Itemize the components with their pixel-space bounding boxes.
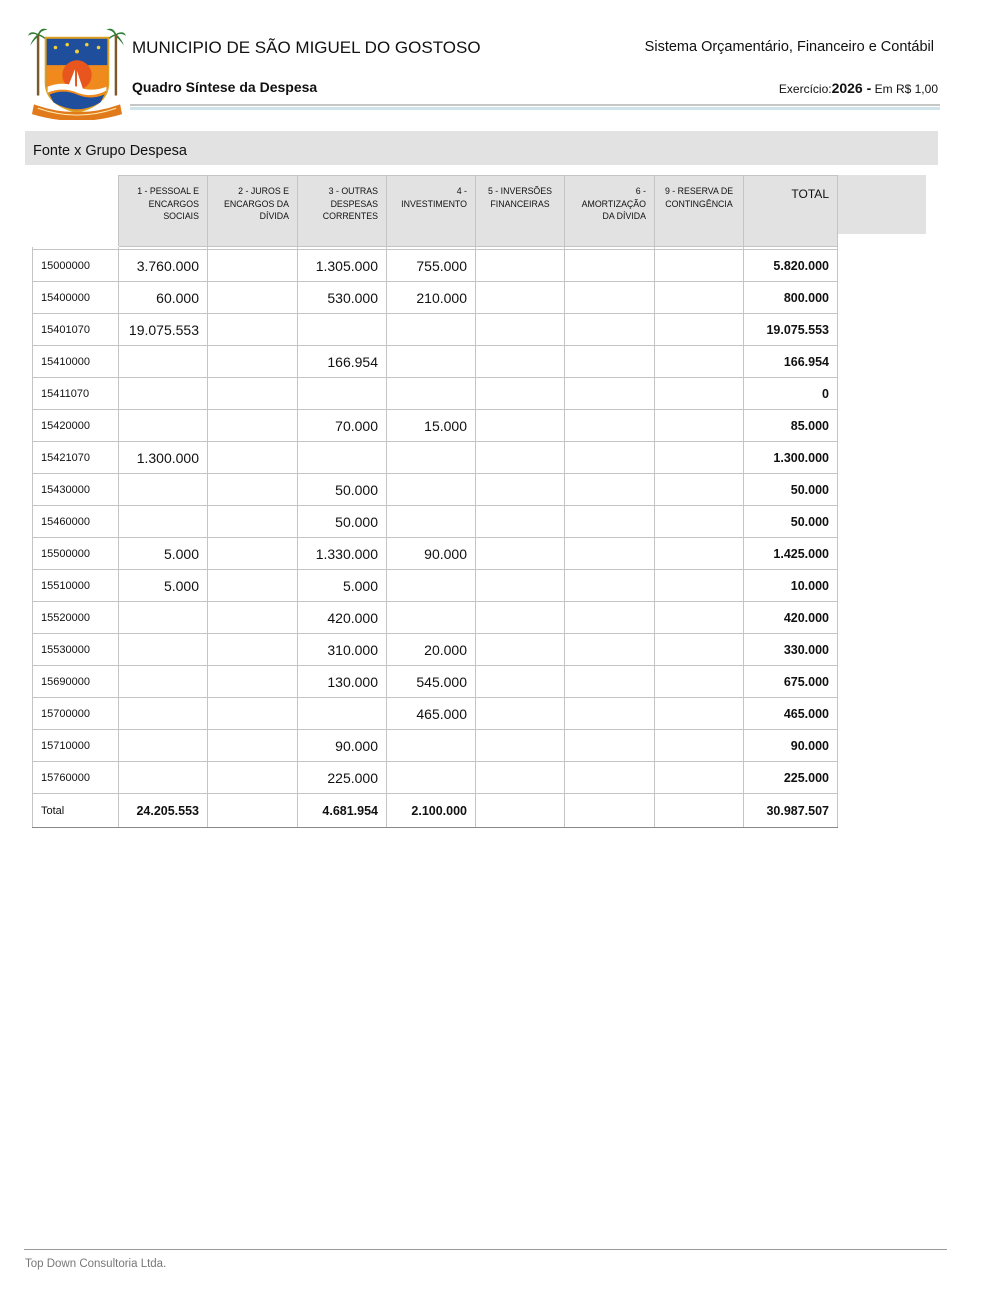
source-code: 15411070 xyxy=(33,378,119,410)
table-row xyxy=(33,570,838,602)
header-col-6: 6 - AMORTIZAÇÃO DA DÍVIDA xyxy=(565,176,655,247)
source-code: 15420000 xyxy=(33,410,119,442)
cell-value xyxy=(565,282,655,314)
cell-value xyxy=(119,346,208,378)
cell-value xyxy=(565,794,655,828)
header-divider xyxy=(130,104,940,106)
cell-value xyxy=(208,794,298,828)
cell-value xyxy=(298,314,387,346)
cell-value: 5.000 xyxy=(298,570,387,602)
exercise-info xyxy=(779,80,938,96)
cell-value xyxy=(387,474,476,506)
table-row xyxy=(33,730,838,762)
table-row xyxy=(33,634,838,666)
footer-divider xyxy=(24,1249,947,1250)
cell-value xyxy=(119,506,208,538)
cell-value: 5.000 xyxy=(119,538,208,570)
cell-value xyxy=(655,442,744,474)
cell-value: 755.000 xyxy=(387,250,476,282)
cell-value xyxy=(565,570,655,602)
cell-value: 24.205.553 xyxy=(119,794,208,828)
source-code: 15410000 xyxy=(33,346,119,378)
cell-value xyxy=(565,538,655,570)
row-total: 5.820.000 xyxy=(744,250,838,282)
source-code: 15710000 xyxy=(33,730,119,762)
footer-credit: Top Down Consultoria Ltda. xyxy=(25,1258,167,1270)
cell-value xyxy=(208,506,298,538)
cell-value: 465.000 xyxy=(387,698,476,730)
header-col-4: 4 - INVESTIMENTO xyxy=(387,176,476,247)
table-row xyxy=(33,346,838,378)
cell-value xyxy=(298,442,387,474)
cell-value xyxy=(387,730,476,762)
cell-value xyxy=(565,442,655,474)
report-title: Quadro Síntese da Despesa xyxy=(132,79,318,95)
cell-value xyxy=(119,730,208,762)
cell-value xyxy=(565,634,655,666)
cell-value: 90.000 xyxy=(387,538,476,570)
row-total: 1.300.000 xyxy=(744,442,838,474)
table-total-row xyxy=(33,794,838,828)
row-total: 420.000 xyxy=(744,602,838,634)
row-total: 50.000 xyxy=(744,506,838,538)
source-code: 15430000 xyxy=(33,474,119,506)
cell-value: 1.330.000 xyxy=(298,538,387,570)
cell-value xyxy=(476,442,565,474)
cell-value xyxy=(208,602,298,634)
cell-value xyxy=(208,666,298,698)
cell-value xyxy=(119,378,208,410)
table-row xyxy=(33,698,838,730)
row-total: 10.000 xyxy=(744,570,838,602)
cell-value xyxy=(208,474,298,506)
cell-value xyxy=(655,762,744,794)
row-total: 19.075.553 xyxy=(744,314,838,346)
cell-value: 20.000 xyxy=(387,634,476,666)
cell-value xyxy=(655,538,744,570)
cell-value xyxy=(208,314,298,346)
cell-value xyxy=(208,410,298,442)
cell-value xyxy=(655,634,744,666)
table-row xyxy=(33,442,838,474)
cell-value xyxy=(119,698,208,730)
municipal-coat-of-arms-icon xyxy=(28,26,126,120)
cell-value xyxy=(208,378,298,410)
cell-value xyxy=(387,506,476,538)
cell-value xyxy=(208,730,298,762)
row-total: 0 xyxy=(744,378,838,410)
cell-value xyxy=(298,698,387,730)
table-row xyxy=(33,250,838,282)
total-label: Total xyxy=(33,794,119,828)
cell-value: 166.954 xyxy=(298,346,387,378)
row-total: 465.000 xyxy=(744,698,838,730)
cell-value xyxy=(476,250,565,282)
header-col-2: 2 - JUROS E ENCARGOS DA DÍVIDA xyxy=(208,176,298,247)
cell-value xyxy=(655,506,744,538)
cell-value xyxy=(119,474,208,506)
cell-value: 1.300.000 xyxy=(119,442,208,474)
table-body xyxy=(33,247,838,828)
row-total: 90.000 xyxy=(744,730,838,762)
cell-value xyxy=(476,346,565,378)
cell-value xyxy=(119,410,208,442)
cell-value xyxy=(476,762,565,794)
cell-value xyxy=(476,474,565,506)
header-col-5: 5 - INVERSÕES FINANCEIRAS xyxy=(476,176,565,247)
source-code: 15400000 xyxy=(33,282,119,314)
cell-value xyxy=(565,666,655,698)
cell-value xyxy=(655,314,744,346)
cell-value xyxy=(387,762,476,794)
currency-unit: Em R$ 1,00 xyxy=(874,82,938,96)
cell-value: 4.681.954 xyxy=(298,794,387,828)
table-row xyxy=(33,474,838,506)
cell-value: 60.000 xyxy=(119,282,208,314)
cell-value xyxy=(655,474,744,506)
cell-value xyxy=(208,698,298,730)
header-col-total: TOTAL xyxy=(744,176,838,247)
source-code: 15421070 xyxy=(33,442,119,474)
table-row xyxy=(33,378,838,410)
system-name: Sistema Orçamentário, Financeiro e Contábil xyxy=(644,39,934,55)
cell-value xyxy=(208,346,298,378)
cell-value xyxy=(655,666,744,698)
municipality-name: MUNICIPIO DE SÃO MIGUEL DO GOSTOSO xyxy=(132,38,481,57)
source-code: 15460000 xyxy=(33,506,119,538)
cell-value xyxy=(565,506,655,538)
cell-value xyxy=(119,634,208,666)
header-col-9: 9 - RESERVA DE CONTINGÊNCIA xyxy=(655,176,744,247)
row-total: 50.000 xyxy=(744,474,838,506)
cell-value xyxy=(655,378,744,410)
cell-value: 1.305.000 xyxy=(298,250,387,282)
cell-value: 70.000 xyxy=(298,410,387,442)
table-row xyxy=(33,506,838,538)
cell-value xyxy=(119,762,208,794)
exercise-label: Exercício: xyxy=(778,82,832,96)
cell-value: 545.000 xyxy=(387,666,476,698)
cell-value: 90.000 xyxy=(298,730,387,762)
cell-value xyxy=(565,730,655,762)
cell-value: 5.000 xyxy=(119,570,208,602)
row-total: 675.000 xyxy=(744,666,838,698)
cell-value xyxy=(476,506,565,538)
cell-value: 210.000 xyxy=(387,282,476,314)
source-code: 15520000 xyxy=(33,602,119,634)
source-code: 15000000 xyxy=(33,250,119,282)
source-code: 15690000 xyxy=(33,666,119,698)
source-code: 15510000 xyxy=(33,570,119,602)
cell-value xyxy=(208,250,298,282)
row-total: 225.000 xyxy=(744,762,838,794)
cell-value xyxy=(476,634,565,666)
header-source-column xyxy=(33,176,119,247)
row-total: 166.954 xyxy=(744,346,838,378)
cell-value xyxy=(476,794,565,828)
cell-value xyxy=(565,314,655,346)
cell-value xyxy=(655,602,744,634)
cell-value xyxy=(476,698,565,730)
header-col-3: 3 - OUTRAS DESPESAS CORRENTES xyxy=(298,176,387,247)
cell-value xyxy=(476,730,565,762)
table-row xyxy=(33,602,838,634)
cell-value xyxy=(208,570,298,602)
cell-value xyxy=(655,410,744,442)
exercise-year: 2026 - xyxy=(831,80,872,96)
cell-value: 2.100.000 xyxy=(387,794,476,828)
cell-value xyxy=(208,538,298,570)
row-total: 30.987.507 xyxy=(744,794,838,828)
cell-value xyxy=(208,282,298,314)
header-col-1: 1 - PESSOAL E ENCARGOS SOCIAIS xyxy=(119,176,208,247)
cell-value xyxy=(119,602,208,634)
cell-value xyxy=(387,442,476,474)
row-total: 1.425.000 xyxy=(744,538,838,570)
cell-value: 19.075.553 xyxy=(119,314,208,346)
table-row xyxy=(33,666,838,698)
cell-value: 50.000 xyxy=(298,474,387,506)
source-code: 15760000 xyxy=(33,762,119,794)
cell-value: 310.000 xyxy=(298,634,387,666)
cell-value: 130.000 xyxy=(298,666,387,698)
cell-value xyxy=(387,602,476,634)
table-header-row xyxy=(33,176,838,247)
source-code: 15500000 xyxy=(33,538,119,570)
cell-value xyxy=(565,474,655,506)
row-total: 85.000 xyxy=(744,410,838,442)
cell-value xyxy=(565,410,655,442)
cell-value xyxy=(476,570,565,602)
cell-value xyxy=(655,346,744,378)
cell-value: 15.000 xyxy=(387,410,476,442)
cell-value xyxy=(476,602,565,634)
cell-value: 50.000 xyxy=(298,506,387,538)
table-row xyxy=(33,538,838,570)
cell-value xyxy=(208,762,298,794)
cell-value xyxy=(565,602,655,634)
cell-value: 225.000 xyxy=(298,762,387,794)
cell-value xyxy=(298,378,387,410)
cell-value xyxy=(208,634,298,666)
cell-value xyxy=(387,346,476,378)
cell-value xyxy=(655,570,744,602)
row-total: 800.000 xyxy=(744,282,838,314)
cell-value: 3.760.000 xyxy=(119,250,208,282)
cell-value xyxy=(655,730,744,762)
cell-value xyxy=(476,378,565,410)
cell-value xyxy=(387,378,476,410)
cell-value xyxy=(655,282,744,314)
table-row xyxy=(33,314,838,346)
table-row xyxy=(33,410,838,442)
cell-value xyxy=(476,410,565,442)
cell-value xyxy=(387,314,476,346)
cell-value xyxy=(476,666,565,698)
cell-value xyxy=(565,378,655,410)
cell-value xyxy=(476,538,565,570)
table-row xyxy=(33,282,838,314)
header-divider-accent xyxy=(130,107,940,110)
table-row xyxy=(33,762,838,794)
cell-value xyxy=(565,250,655,282)
cell-value xyxy=(476,282,565,314)
section-title: Fonte x Grupo Despesa xyxy=(25,131,938,165)
cell-value xyxy=(119,666,208,698)
expense-summary-table xyxy=(32,175,838,828)
cell-value xyxy=(655,794,744,828)
row-total: 330.000 xyxy=(744,634,838,666)
cell-value: 530.000 xyxy=(298,282,387,314)
source-code: 15530000 xyxy=(33,634,119,666)
cell-value xyxy=(565,698,655,730)
cell-value xyxy=(387,570,476,602)
cell-value xyxy=(208,442,298,474)
cell-value xyxy=(565,346,655,378)
cell-value xyxy=(476,314,565,346)
cell-value: 420.000 xyxy=(298,602,387,634)
source-code: 15401070 xyxy=(33,314,119,346)
cell-value xyxy=(655,250,744,282)
cell-value xyxy=(565,762,655,794)
cell-value xyxy=(655,698,744,730)
source-code: 15700000 xyxy=(33,698,119,730)
